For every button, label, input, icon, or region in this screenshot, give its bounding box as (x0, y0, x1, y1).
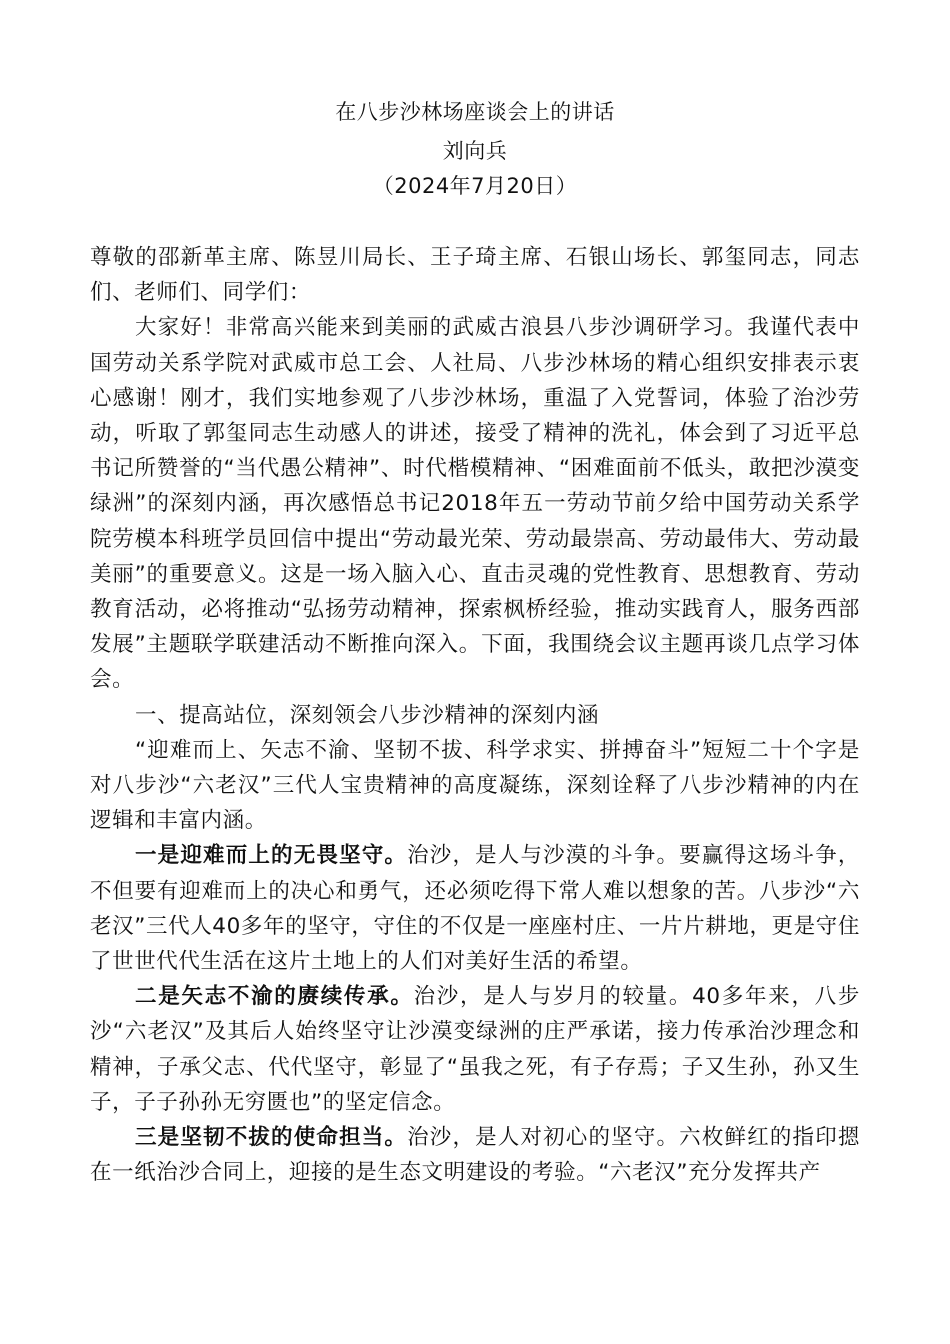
paragraph-opening: 大家好！非常高兴能来到美丽的武威古浪县八步沙调研学习。我谨代表中国劳动关系学院对武威市总工会、人社局、八步沙林场的精心组织安排表示衷心感谢！刚才，我们实地参观了八步沙林场，重温了入党誓词，体验了治沙劳动，听取了郭玺同志生动感人的讲述，接受了精神的洗礼，体会到了习近平总书记所赞誉的“当代愚公精神”、时代楷模精神、“困难面前不低头，敢把沙漠变绿洲”的深刻内涵，再次感悟总书记2018年五一劳动节前夕给中国劳动关系学院劳模本科班学员回信中提出“劳动最光荣、劳动最崇高、劳动最伟大、劳动最美丽”的重要意义。这是一场入脑入心、直击灵魂的党性教育、思想教育、劳动教育活动，必将推动“弘扬劳动精神，探索枫桥经验，推动实践育人，服务西部发展”主题联学联建活动不断推向深入。下面，我围绕会议主题再谈几点学习体会。 (90, 315, 860, 693)
section-heading-1: 一、提高站位，深刻领会八步沙精神的深刻内涵 (135, 702, 600, 728)
document-date: （2024年7月20日） (372, 174, 578, 198)
paragraph-point-2 (90, 979, 860, 1120)
point-3-lead: 三是坚韧不拔的使命担当。 (135, 1125, 408, 1151)
point-2-lead: 二是矢志不渝的赓续传承。 (135, 984, 414, 1010)
paragraph-point-1 (90, 838, 860, 979)
point-1-text: 治沙，是人与沙漠的斗争。要赢得这场斗争，不但要有迎难而上的决心和勇气，还必须吃得下常人难以想象的苦。八步沙“六老汉”三代人40多年的坚守，守住的不仅是一座座村庄、一片片耕地，更是守住了世世代代生活在这片土地上的人们对美好生活的希望。 (90, 843, 860, 975)
paragraph-point-3 (90, 1120, 860, 1190)
document-title: 在八步沙林场座谈会上的讲话 (335, 100, 615, 124)
point-3-text: 治沙，是人对初心的坚守。六枚鲜红的指印摁在一纸治沙合同上，迎接的是生态文明建设的考验。“六老汉”充分发挥共产 (90, 1125, 860, 1186)
paragraph-summary: “迎难而上、矢志不渝、坚韧不拔、科学求实、拼搏奋斗”短短二十个字是对八步沙“六老汉”三代人宝贵精神的高度凝练，深刻诠释了八步沙精神的内在逻辑和丰富内涵。 (90, 737, 860, 834)
document-body (90, 240, 860, 1190)
document-author: 刘向兵 (442, 139, 508, 163)
point-2-text: 治沙，是人与岁月的较量。40多年来，八步沙“六老汉”及其后人始终坚守让沙漠变绿洲的庄严承诺，接力传承治沙理念和精神，子承父志、代代坚守，彰显了“虽我之死，有子存焉；子又生孙，孙又生子，子子孙孙无穷匮也”的坚定信念。 (90, 984, 860, 1115)
salutation: 尊敬的邵新革主席、陈昱川局长、王子琦主席、石银山场长、郭玺同志，同志们、老师们、同学们： (90, 245, 860, 306)
point-1-lead: 一是迎难而上的无畏坚守。 (135, 843, 408, 869)
